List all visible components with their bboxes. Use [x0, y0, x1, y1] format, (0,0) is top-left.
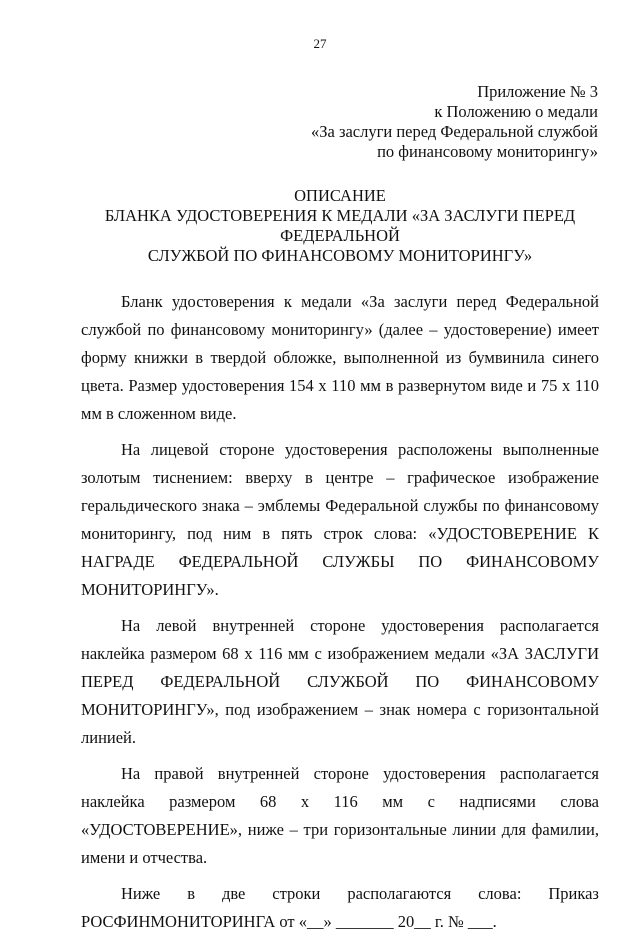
order-line-2: РОСФИНМОНИТОРИНГА от «__» _______ 20__ г. № ___.	[81, 912, 497, 931]
title-line: ОПИСАНИЕ	[294, 186, 386, 205]
order-word: две	[221, 884, 246, 903]
order-word: слова:	[478, 884, 522, 903]
appendix-header	[218, 82, 598, 162]
title-line: ФЕДЕРАЛЬНОЙ	[280, 226, 400, 245]
order-paragraph	[81, 880, 599, 936]
order-word: Ниже	[121, 884, 161, 903]
order-line-1	[81, 880, 599, 908]
order-word: располагаются	[347, 884, 452, 903]
body-paragraph: На лицевой стороне удостоверения расположены выполненные золотым тиснением: вверху в центре – графическое изображение геральдического знака – эмблемы Федеральной службы по финансовому мониторингу, под ним в пять строк слова: «УДОСТОВЕРЕНИЕ К НАГРАДЕ ФЕДЕРАЛЬНОЙ СЛУЖБЫ ПО ФИНАНСОВОМУ МОНИТОРИНГУ».	[81, 440, 599, 599]
document-title	[40, 186, 640, 266]
appendix-line: по финансовому мониторингу»	[377, 142, 598, 161]
appendix-line: Приложение № 3	[477, 82, 598, 101]
body-paragraph: На правой внутренней стороне удостоверения располагается наклейка размером 68 х 116 мм с надписями слова «УДОСТОВЕРЕНИЕ», ниже – три горизонтальные линии для фамилии, имени и отчества.	[81, 764, 599, 867]
document-body	[81, 288, 599, 936]
body-paragraph: На левой внутренней стороне удостоверения располагается наклейка размером 68 х 116 мм с изображением медали «ЗА ЗАСЛУГИ ПЕРЕД ФЕДЕРАЛЬНОЙ СЛУЖБОЙ ПО ФИНАНСОВОМУ МОНИТОРИНГУ», под изображением – знак номера с горизонтальной линией.	[81, 616, 599, 747]
appendix-line: «За заслуги перед Федеральной службой	[311, 122, 598, 141]
title-line: СЛУЖБОЙ ПО ФИНАНСОВОМУ МОНИТОРИНГУ»	[147, 246, 533, 265]
order-word: строки	[272, 884, 321, 903]
page-number: 27	[313, 36, 327, 51]
title-line: БЛАНКА УДОСТОВЕРЕНИЯ К МЕДАЛИ «ЗА ЗАСЛУГИ ПЕРЕД	[104, 206, 576, 225]
order-word: Приказ	[548, 884, 599, 903]
order-word: в	[187, 884, 195, 903]
appendix-line: к Положению о медали	[434, 102, 598, 121]
body-paragraph: Бланк удостоверения к медали «За заслуги перед Федеральной службой по финансовому мониторингу» (далее – удостоверение) имеет форму книжки в твердой обложке, выполненной из бумвинила синего цвета. Размер удостоверения 154 х 110 мм в развернутом виде и 75 х 110 мм в сложенном виде.	[81, 292, 599, 423]
